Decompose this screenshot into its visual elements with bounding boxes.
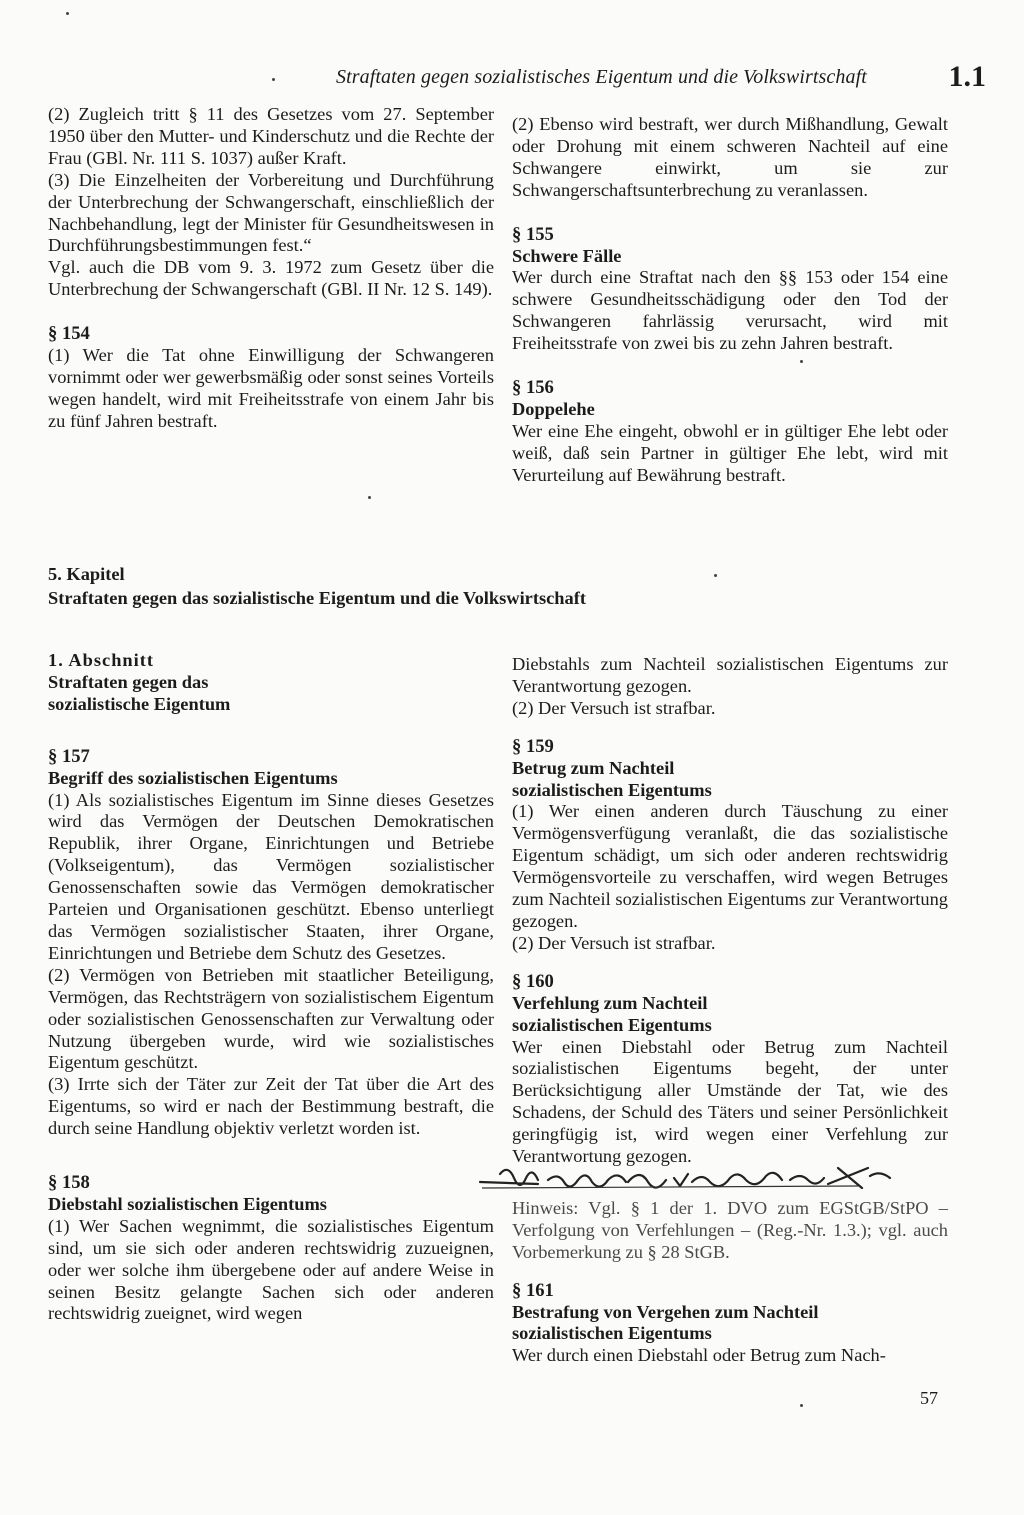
section-155-text: Wer durch eine Straftat nach den §§ 153 oder 154 eine schwere Gesundheitsschädigung oder den Tod der Schwangeren fahrlässig verursacht, wird mit Freiheitsstrafe von zwei bis zu zehn Jahren bestraft. [512,267,948,354]
running-header [336,60,986,98]
paragraph-reference: Vgl. auch die DB vom 9. 3. 1972 zum Gesetz über die Unterbrechung der Schwangerschaft (GBl. II Nr. 12 S. 149). [48,257,494,300]
paragraph-repeal: (2) Zugleich tritt § 11 des Gesetzes vom 27. September 1950 über den Mutter- und Kinderschutz und die Rechte der Frau (GBl. Nr. 111 S. 1037) außer Kraft. [48,104,494,168]
chapter-title: Straftaten gegen das sozialistische Eigentum und die Volkswirtschaft [48,588,586,608]
section-title-line-1: Straftaten gegen das [48,671,209,692]
section-157-p1: (1) Als sozialistisches Eigentum im Sinne dieses Gesetzes wird das Vermögen der Deutschen Demokratischen Republik, ihrer Organe, Einrichtungen und Betriebe (Volkseigentum), das Vermögen sozialistischer Genossenschaften sowie das Vermögen demokratischer Parteien und Organisationen geschützt. Ebenso unterliegt das Vermögen sozialistischer Staaten, ihrer Organe, Einrichtungen und Betriebe dem Schutz des Gesetzes. [48,789,494,963]
paragraph-coercion: (2) Ebenso wird bestraft, wer durch Mißhandlung, Gewalt oder Drohung mit einem schweren Nachteil auf eine Schwangere einwirkt, um sie zur Schwangerschaftsunterbrechung zu veranlassen. [512,114,948,200]
section-154-number: § 154 [48,323,90,345]
section-160-text: Wer einen Diebstahl oder Betrug zum Nachteil sozialistischen Eigentums begeht, der unter Berücksichtigung aller Umstände der Tat, wie des Schadens, der Schuld des Täters und seiner Persönlichkeit geringfügig ist, wird wegen einer Verfehlung zur Verantwortung gezogen. [512,1036,948,1167]
paragraph-attempt: (2) Der Versuch ist strafbar. [512,697,716,718]
section-159-title-line-1: Betrug zum Nachteil [512,757,675,778]
section-156-number: § 156 [512,377,554,399]
section-155-number: § 155 [512,223,554,245]
section-154-text: (1) Wer die Tat ohne Einwilligung der Schwangeren vornimmt oder wer gewerbsmäßig oder sonst seines Vorteils wegen handelt, wird mit Freiheitsstrafe von einem Jahr bis zu fünf Jahren bestraft. [48,345,494,431]
section-161-number: § 161 [512,1279,554,1301]
section-label: 1. Abschnitt [48,650,155,670]
paragraph-details: (3) Die Einzelheiten der Vorbereitung und Durchführung der Unterbrechung der Schwangerschaft, einschließlich der Nachbehandlung, legt der Minister für Gesundheitswesen in Durchführungsbestimmungen fest.“ [48,169,494,256]
scan-speck [800,1404,803,1407]
section-159-p2: (2) Der Versuch ist strafbar. [512,932,716,953]
page-number: 57 [920,1388,938,1408]
section-161-title-line-2: sozialistischen Eigentums [512,1323,712,1344]
section-158-title: Diebstahl sozialistischen Eigentums [48,1193,327,1214]
bottom-left-column [48,650,494,1325]
section-159-number: § 159 [512,735,554,757]
paragraph-continuation: Diebstahls zum Nachteil sozialistischen Eigentums zur Verantwortung gezogen. [512,654,948,696]
chapter-heading [48,562,988,610]
scan-speck [66,12,69,15]
section-156-text: Wer eine Ehe eingeht, obwohl er in gültiger Ehe lebt oder weiß, daß sein Partner in gültiger Ehe lebt, wird mit Verurteilung auf Bewährung bestraft. [512,420,948,485]
scan-speck [368,496,371,499]
chapter-label: 5. Kapitel [48,564,125,584]
section-157-number: § 157 [48,745,90,767]
handwritten-annotation [478,1160,898,1194]
chapter-marker: 1.1 [948,60,986,93]
scan-speck [272,78,275,81]
section-title-line-2: sozialistische Eigentum [48,693,231,714]
section-161-title-line-1: Bestrafung von Vergehen zum Nachteil [512,1301,819,1322]
scan-speck [714,574,717,577]
section-160-title-line-1: Verfehlung zum Nachteil [512,992,708,1013]
bottom-right-column [512,654,948,1367]
top-right-column [512,114,948,487]
section-159-title-line-2: sozialistischen Eigentums [512,779,712,800]
section-161-text: Wer durch einen Diebstahl oder Betrug zum Nach- [512,1345,886,1366]
top-left-column [48,104,494,433]
section-159-p1: (1) Wer einen anderen durch Täuschung zu einer Vermögensverfügung veranlaßt, die das sozialistische Eigentum schädigt, um sich oder anderen rechtswidrig Vermögensvorteile zu verschaffen, wird wegen Betruges zum Nachteil sozialistischen Eigentums zur Verantwortung gezogen. [512,801,948,931]
section-157-p3: (3) Irrte sich der Täter zur Zeit der Tat über die Art des Eigentums, so wird er nach der Bestimmung bestraft, die durch seine Handlung objektiv verletzt worden ist. [48,1074,494,1139]
section-158-number: § 158 [48,1172,90,1194]
running-title: Straftaten gegen sozialistisches Eigentum und die Volkswirtschaft [336,66,867,88]
section-160-number: § 160 [512,970,554,992]
section-155-title: Schwere Fälle [512,245,622,266]
section-160-hinweis: Hinweis: Vgl. § 1 der 1. DVO zum EGStGB/StPO – Verfolgung von Verfehlungen – (Reg.-Nr. 1.3.); vgl. auch Vorbemerkung zu § 28 StGB. [512,1197,948,1262]
section-160-title-line-2: sozialistischen Eigentums [512,1014,712,1035]
section-158-p1: (1) Wer Sachen wegnimmt, die sozialistisches Eigentum sind, um sie sich oder anderen rechtswidrig zuzueignen, oder wer solche ihm übergebene oder auf andere Weise in seinen Besitz gelangte Sachen sich oder anderen rechtswidrig zueignet, wird wegen [48,1215,494,1324]
section-157-p2: (2) Vermögen von Betrieben mit staatlicher Beteiligung, Vermögen, das Rechtsträgern von sozialistischem Eigentum oder sozialistischen Genossenschaften zur Verwaltung oder Nutzung übergeben wurde, wird wie sozialistisches Eigentum geschützt. [48,964,494,1073]
section-157-title: Begriff des sozialistischen Eigentums [48,767,338,788]
section-156-title: Doppelehe [512,398,595,419]
scan-speck [800,360,803,363]
